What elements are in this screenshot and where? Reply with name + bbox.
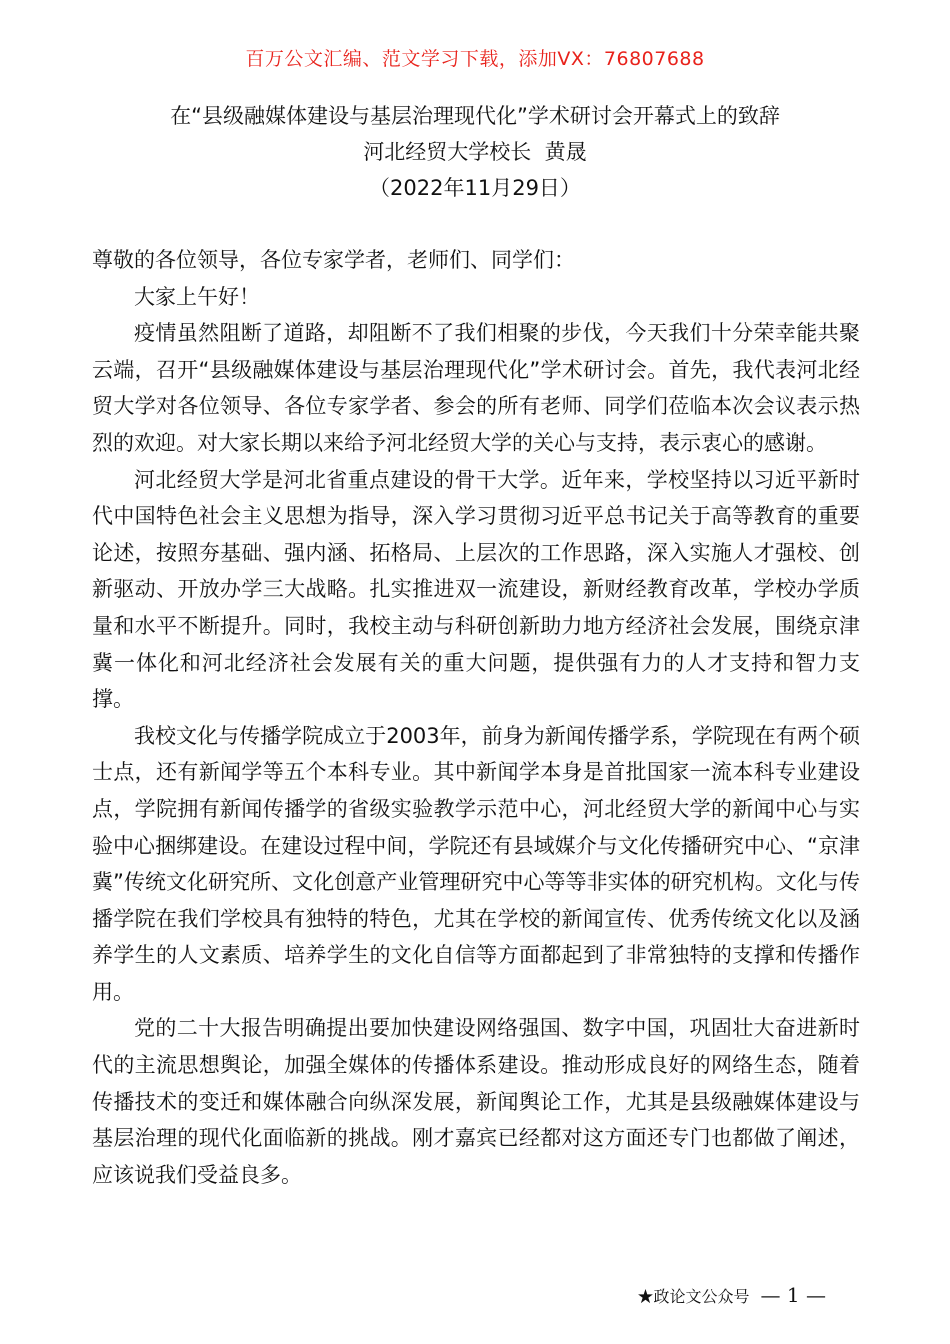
page-footer bbox=[637, 1283, 832, 1307]
document-header bbox=[0, 98, 950, 206]
document-body bbox=[92, 242, 860, 1193]
footer-source: ★政论文公众号 bbox=[637, 1287, 750, 1306]
paragraph-college-intro: 我校文化与传播学院成立于2003年，前身为新闻传播学系，学院现在有两个硕士点，还有新闻学等五个本科专业。其中新闻学本身是首批国家一流本科专业建设点，学院拥有新闻传播学的省级实验教学示范中心，河北经贸大学的新闻中心与实验中心捆绑建设。在建设过程中间，学院还有县域媒介与文化传播研究中心、“京津冀”传统文化研究所、文化创意产业管理研究中心等等非实体的研究机构。文化与传播学院在我们学校具有独特的特色，尤其在学校的新闻宣传、优秀传统文化以及涵养学生的人文素质、培养学生的文化自信等方面都起到了非常独特的支撑和传播作用。 bbox=[92, 723, 860, 1004]
document-author: 河北经贸大学校长 黄晟 bbox=[363, 140, 587, 164]
page-number: — 1 — bbox=[760, 1283, 826, 1307]
document-title: 在“县级融媒体建设与基层治理现代化”学术研讨会开幕式上的致辞 bbox=[170, 104, 780, 128]
paragraph-twentieth-congress: 党的二十大报告明确提出要加快建设网络强国、数字中国，巩固壮大奋进新时代的主流思想舆论，加强全媒体的传播体系建设。推动形成良好的网络生态，随着传播技术的变迁和媒体融合向纵深发展，新闻舆论工作，尤其是县级融媒体建设与基层治理的现代化面临新的挑战。刚才嘉宾已经都对这方面还专门也都做了阐述，应该说我们受益良多。 bbox=[92, 1016, 860, 1187]
document-date: （2022年11月29日） bbox=[369, 176, 581, 200]
paragraph-welcome: 疫情虽然阻断了道路，却阻断不了我们相聚的步伐，今天我们十分荣幸能共聚云端，召开“县级融媒体建设与基层治理现代化”学术研讨会。首先，我代表河北经贸大学对各位领导、各位专家学者、参会的所有老师、同学们莅临本次会议表示热烈的欢迎。对大家长期以来给予河北经贸大学的关心与支持，表示衷心的感谢。 bbox=[92, 321, 860, 455]
paragraph-greeting: 大家上午好！ bbox=[134, 284, 260, 309]
download-banner: 百万公文汇编、范文学习下载，添加VX：76807688 bbox=[245, 48, 705, 70]
salutation: 尊敬的各位领导，各位专家学者，老师们、同学们： bbox=[92, 248, 575, 272]
paragraph-university-intro: 河北经贸大学是河北省重点建设的骨干大学。近年来，学校坚持以习近平新时代中国特色社会主义思想为指导，深入学习贯彻习近平总书记关于高等教育的重要论述，按照夯基础、强内涵、拓格局、上层次的工作思路，深入实施人才强校、创新驱动、开放办学三大战略。扎实推进双一流建设，新财经教育改革，学校办学质量和水平不断提升。同时，我校主动与科研创新助力地方经济社会发展，围绕京津冀一体化和河北经济社会发展有关的重大问题，提供强有力的人才支持和智力支撑。 bbox=[92, 467, 860, 712]
